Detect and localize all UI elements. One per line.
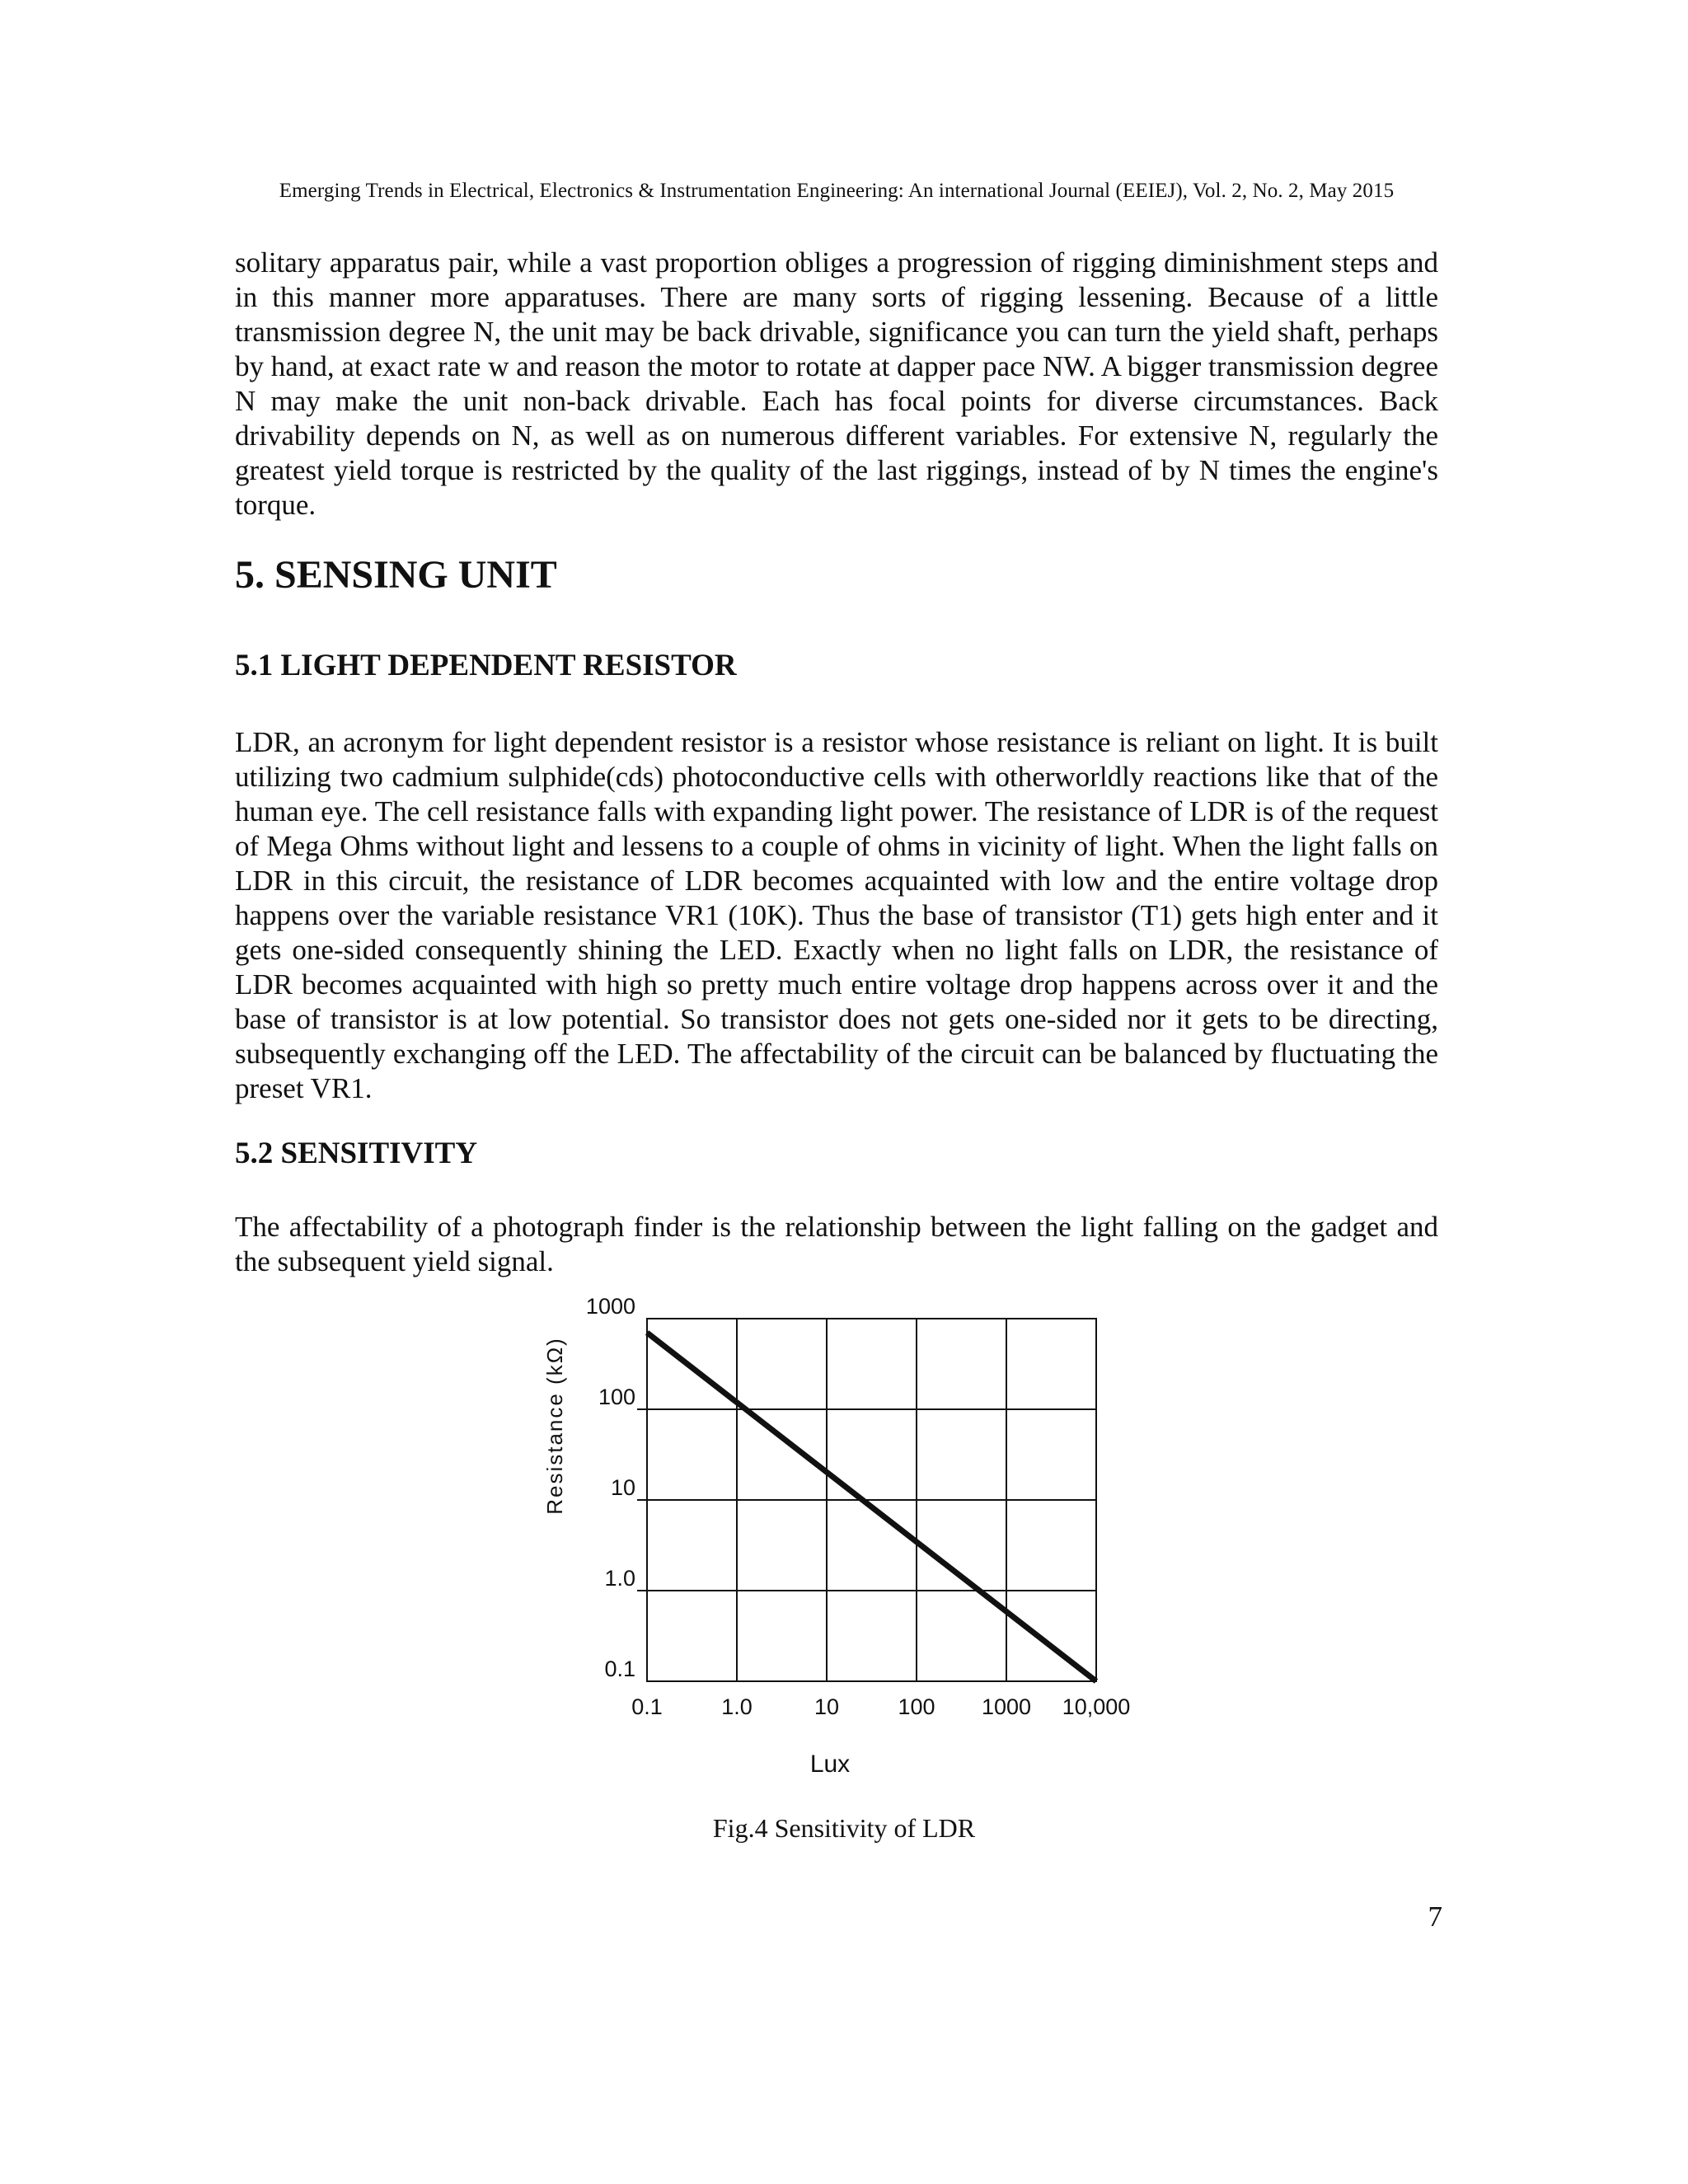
- x-tick-label: 10,000: [1062, 1694, 1131, 1719]
- subsection-heading-ldr: 5.1 LIGHT DEPENDENT RESISTOR: [235, 649, 737, 682]
- paragraph-ldr: LDR, an acronym for light dependent resistor is a resistor whose resistance is reliant on light. It is built utilizing two cadmium sulphide(cds) photoconductive cells with otherworldly reactions like that of the human eye. The cell resistance falls with expanding light power. The resistance of LDR is of the request of Mega Ohms without light and lessens to a couple of ohms in vicinity of light. When the light falls on LDR in this circuit, the resistance of LDR becomes acquainted with low and the entire voltage drop happens over the variable resistance VR1 (10K). Thus the base of transistor (T1) gets high enter and it gets one-sided consequently shining the LED. Exactly when no light falls on LDR, the resistance of LDR becomes acquainted with high so pretty much entire voltage drop happens across over it and the base of transistor is at low potential. So transistor does not gets one-sided nor it gets to be directing, subsequently exchanging off the LED. The affectability of the circuit can be balanced by fluctuating the preset VR1.: [235, 726, 1438, 1104]
- x-tick-label: 0.1: [631, 1694, 663, 1719]
- y-tick-label: 100: [598, 1385, 635, 1409]
- journal-header: Emerging Trends in Electrical, Electronics & Instrumentation Engineering: An international Journal (EEIEJ), Vol. 2, No. 2, May 2015: [279, 180, 1395, 202]
- y-axis-label: Resistance (kΩ): [542, 1337, 567, 1515]
- x-tick-label: 10: [814, 1694, 840, 1719]
- paragraph-gearing: solitary apparatus pair, while a vast proportion obliges a progression of rigging diminishment steps and in this manner more apparatuses. There are many sorts of rigging lessening. Because of a little transmission degree N, the unit may be back drivable, significance you can turn the yield shaft, perhaps by hand, at exact rate w and reason the motor to rotate at dapper pace NW. A bigger transmission degree N may make the unit non-back drivable. Each has focal points for diverse circumstances. Back drivability depends on N, as well as on numerous different variables. For extensive N, regularly the greatest yield torque is restricted by the quality of the last riggings, instead of by N times the engine's torque.: [235, 246, 1438, 521]
- paragraph-sensitivity: The affectability of a photograph finder is the relationship between the light falling on the gadget and the subsequent yield signal.: [235, 1211, 1438, 1277]
- page-number: 7: [1428, 1900, 1442, 1933]
- y-tick-label: 0.1: [604, 1657, 635, 1681]
- figure-caption: Fig.4 Sensitivity of LDR: [712, 1813, 976, 1843]
- section-heading-sensing-unit: 5. SENSING UNIT: [235, 553, 557, 597]
- ldr-sensitivity-chart: [528, 1290, 1131, 1778]
- chart-series: [647, 1333, 1096, 1681]
- resistance-line: [647, 1333, 1096, 1681]
- x-tick-label: 100: [898, 1694, 935, 1719]
- x-tick-label: 1.0: [721, 1694, 753, 1719]
- x-tick-label: 1000: [981, 1694, 1032, 1719]
- chart-ticks: [586, 1294, 1130, 1719]
- subsection-heading-sensitivity: 5.2 SENSITIVITY: [235, 1137, 478, 1170]
- y-tick-label: 10: [610, 1475, 635, 1500]
- y-tick-label: 1000: [585, 1294, 635, 1319]
- y-tick-label: 1.0: [604, 1566, 635, 1591]
- x-axis-label: Lux: [809, 1750, 851, 1778]
